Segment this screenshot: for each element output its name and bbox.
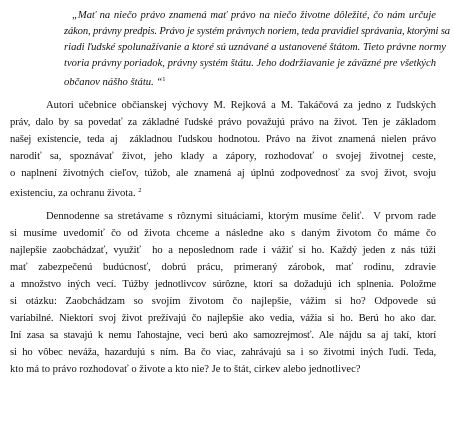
paragraph-line: Dennodenne sa stretávame s rôznymi situáciami, ktorým musíme čeliť. V prvom rade (46, 211, 436, 222)
paragraph-line: narodiť sa, spoznávať život, jeho klady a zápory, rozhodovať o svojej životnej ceste, (10, 151, 436, 162)
paragraph-line: najlepšie zaobchádzať, využiť ho a neposlednom rade i vážiť si ho. Každý jeden z nás túži (10, 245, 436, 256)
paragraph-line: o naplnení životných cieľov, túžob, ale znamená aj úplnú zodpovednosť za svoj život, svoju (10, 168, 436, 179)
paragraph-line: si ho vôbec neváža, hazardujú s ním. Ba čo viac, zahrávajú sa i so životmi iných ľudí. Teda, (10, 347, 436, 358)
quote-line: riadi ľudské spolunažívanie a ktoré sú uznávané a ustanovené štátom. Tieto právne normy (64, 42, 446, 53)
paragraph-line: práv, dalo by sa povedať za základné ľudské právo považujú právo na život. Ten je základom (10, 117, 436, 128)
quote-line: zákon, právny predpis. Právo je systém právnych noriem, teda pravidiel správania, ktorými sa (64, 26, 450, 37)
paragraph-line: a množstvo iných vecí. Túžby jednotlivcov súrôzne, ktorí sa dožadujú ich splnenia. Položme (10, 279, 436, 290)
paragraph-line: si musíme uvedomiť čo od života chceme a následne ako s daným životom čo máme čo (10, 228, 436, 239)
paragraph-line-last (10, 184, 142, 200)
paragraph-line: Autori učebnice občianskej výchovy M. Rejková a M. Takáčová za jedno z ľudských (46, 100, 436, 111)
footnote-mark: 1 (162, 76, 166, 83)
quote-last-text: občanov nášho štátu. “ (64, 77, 163, 88)
paragraph-line: si otázku: Zaobchádzam so svojím životom čo najlepšie, vážim si ho? Odpovede sú (10, 296, 436, 307)
paragraph-line-last: kto má to právo rozhodovať o živote a kto nie? Je to štát, cirkev alebo jednotlivec? (10, 364, 361, 375)
paragraph-line: našej existencie, teda aj základnou ľudskou hodnotou. Právo na život znamená nielen právo (10, 134, 436, 145)
quote-line: „Mať na niečo právo znamená mať právo na niečo životne dôležité, čo nám určuje (72, 10, 436, 21)
quote-line-last (64, 73, 166, 89)
paragraph-line: Iní zasa sa stavajú k nemu ľahostajne, veci berú ako samozrejmosť. Ale nájdu sa aj takí, ktorí (10, 330, 436, 341)
paragraph1-last-text: existenciu, za ochranu života. (10, 188, 136, 199)
paragraph-line: variabilné. Niektorí svoj život prežívajú čo najlepšie ako vedia, vážia si ho. Berú ho ako dar. (10, 313, 436, 324)
footnote-mark: 2 (138, 187, 142, 194)
paragraph-line: mať zabezpečenú budúcnosť, dobrú prácu, primeraný zárobok, mať rodinu, zdravie (10, 262, 436, 273)
quote-line: tvoria právny poriadok, právny systém štátu. Jeho dodržiavanie je záväzné pre všetkých (64, 58, 436, 69)
